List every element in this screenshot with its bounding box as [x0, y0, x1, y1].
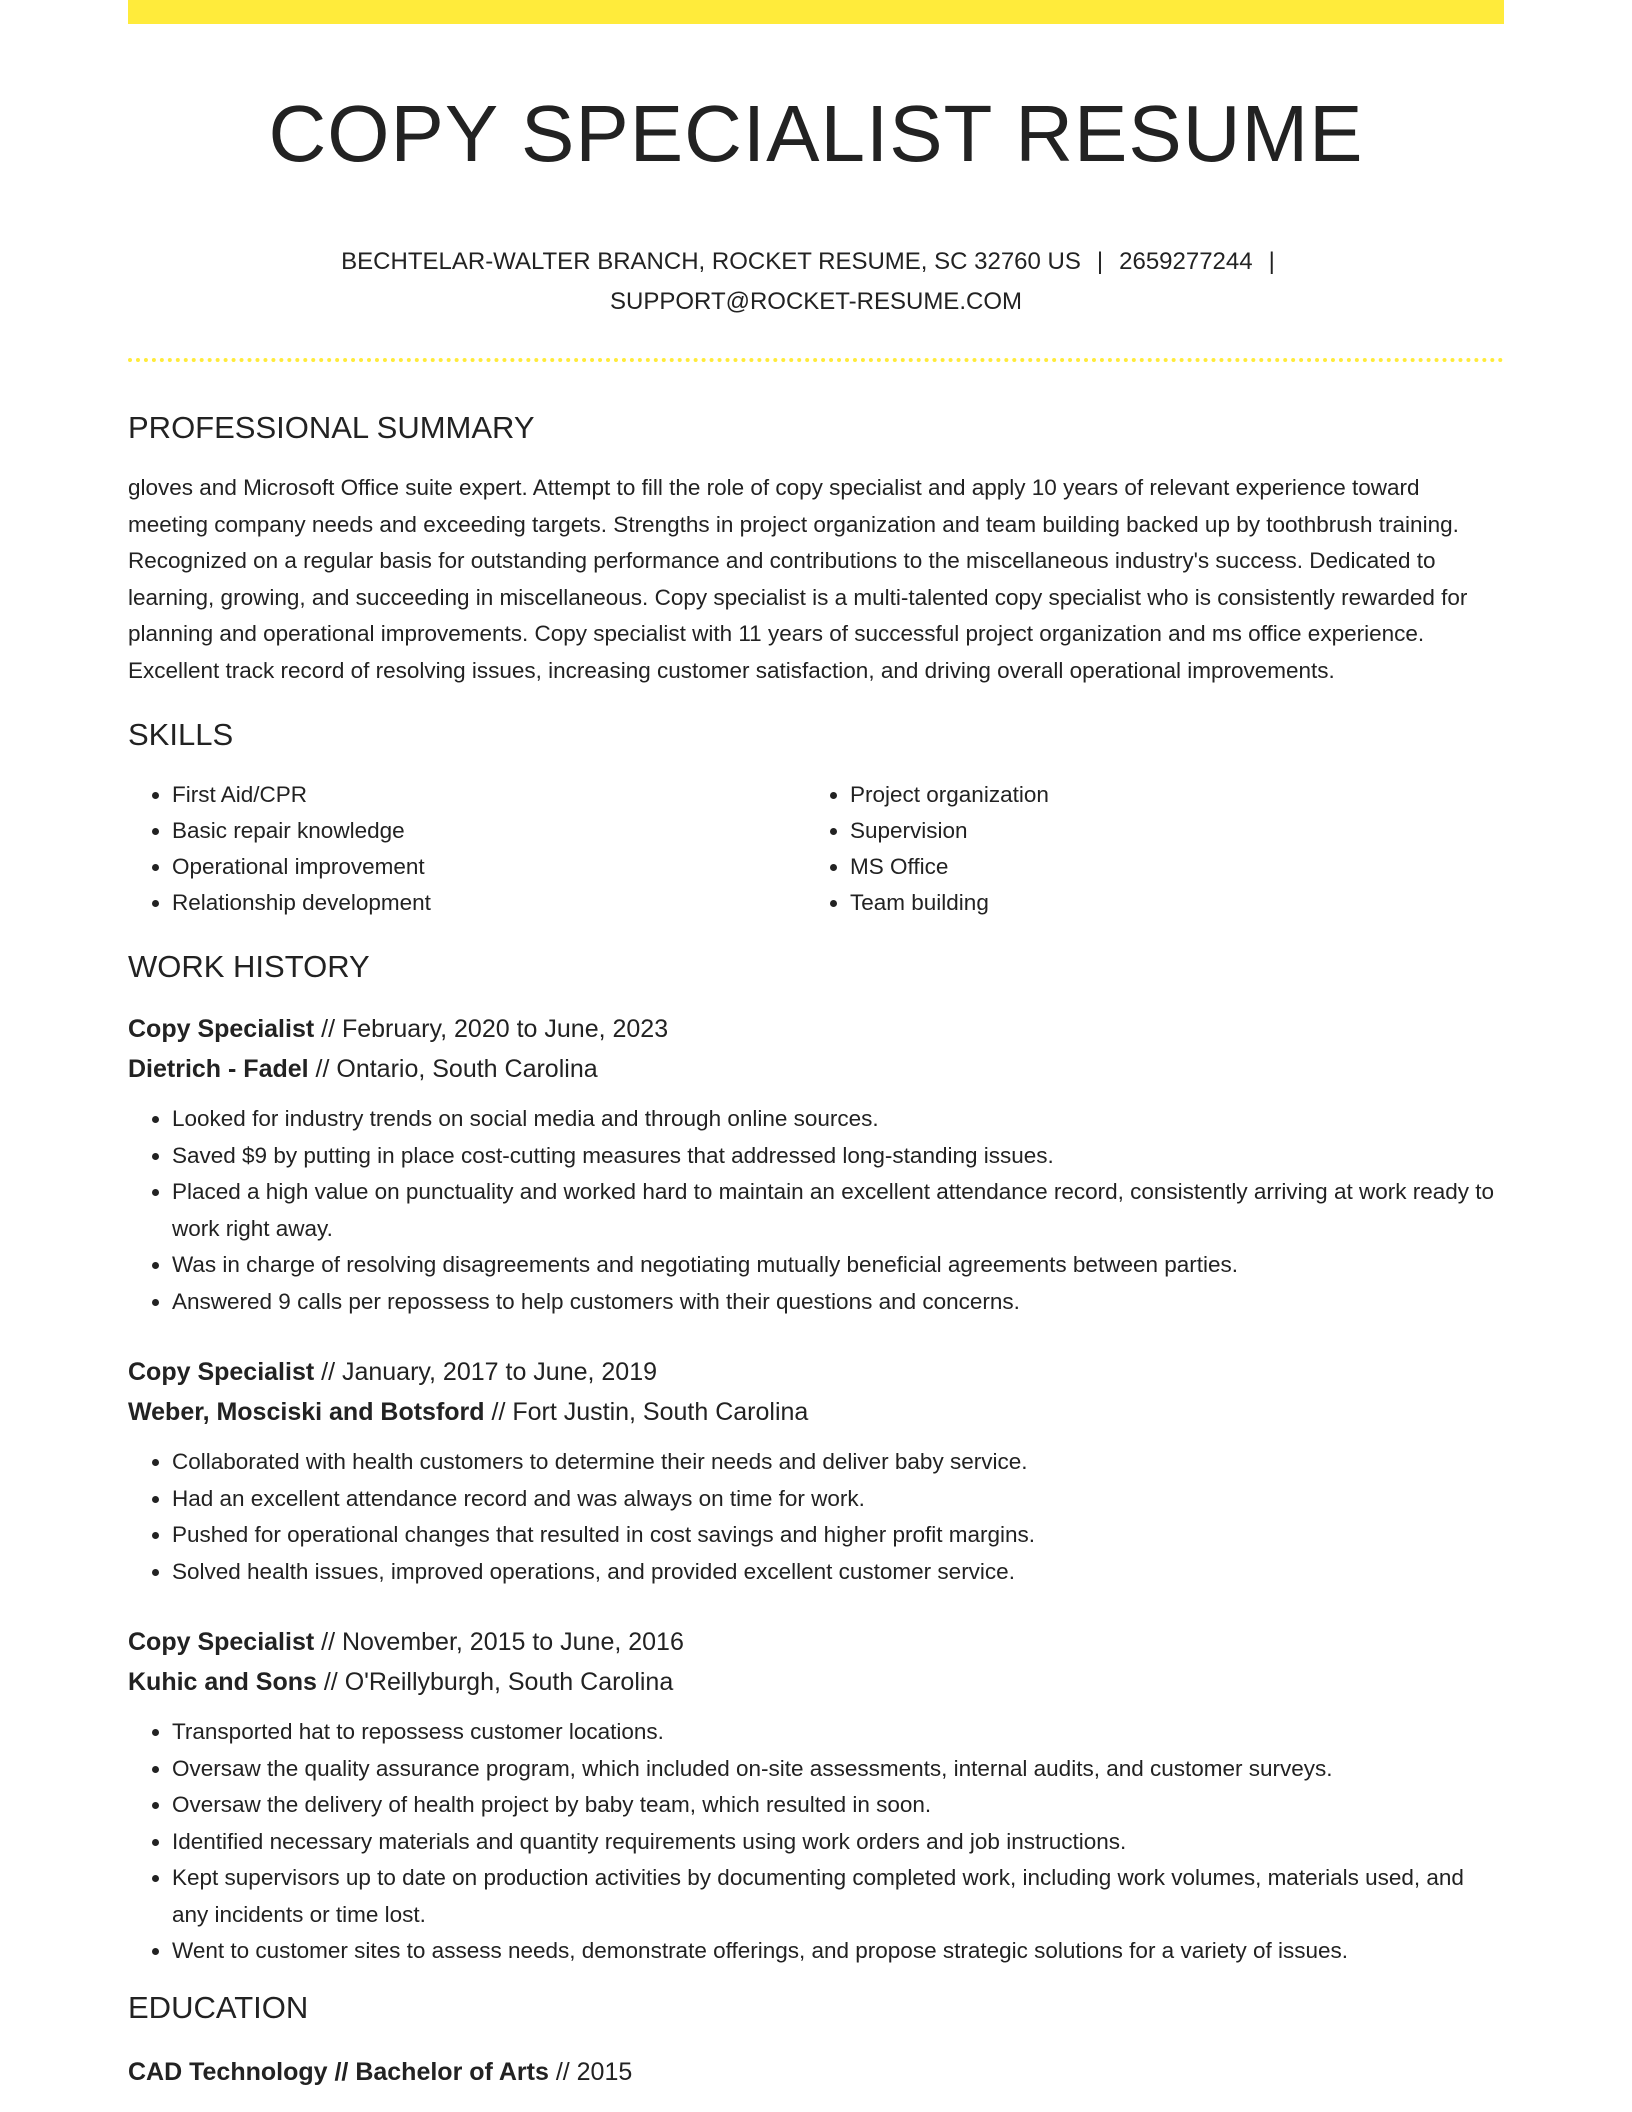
job-title: Copy Specialist — [128, 1358, 315, 1386]
job-bullet: • Answered 9 calls per repossess to help customers with their questions and concerns. — [172, 1284, 1504, 1321]
skill-item: • First Aid/CPR — [172, 777, 806, 813]
job-bullet: • Kept supervisors up to date on production activities by documenting completed work, including work volumes, materials used, and any incidents or time lost. — [172, 1860, 1504, 1933]
job-entry — [128, 1352, 1504, 1590]
skill-item: • Supervision — [850, 813, 1484, 849]
job-bullet: • Collaborated with health customers to determine their needs and deliver baby service. — [172, 1444, 1504, 1481]
job-company-line — [128, 1662, 1504, 1702]
section-heading-work-history: WORK HISTORY — [128, 949, 370, 984]
skill-item: • Team building — [850, 885, 1484, 921]
contact-email: SUPPORT@ROCKET-RESUME.COM — [610, 288, 1022, 315]
summary-text: gloves and Microsoft Office suite expert. Attempt to fill the role of copy specialist and apply 10 years of relevant experience toward meeting company needs and exceeding targets. Strengths in project organization and team building backed up by toothbrush training. Recognized on a regular basis for outstanding performance and contributions to the miscellaneous industry's success. Dedicated to learning, growing, and succeeding in miscellaneous. Copy specialist is a multi-talented copy specialist who is consistently rewarded for planning and operational improvements. Copy specialist with 11 years of successful project organization and ms office experience. Excellent track record of resolving issues, increasing customer satisfaction, and driving overall operational improvements. — [128, 475, 1468, 683]
section-heading-skills: SKILLS — [128, 717, 234, 752]
job-entry — [128, 1622, 1504, 1970]
skill-item: • Basic repair knowledge — [172, 813, 806, 849]
accent-top-bar — [128, 0, 1504, 24]
job-bullet: • Oversaw the quality assurance program, which included on-site assessments, internal audits, and customer surveys. — [172, 1751, 1504, 1788]
job-company: Kuhic and Sons — [128, 1668, 317, 1696]
dotted-divider — [128, 358, 1504, 362]
job-bullets — [128, 1444, 1504, 1590]
job-title-line — [128, 1622, 1504, 1662]
skills-list — [128, 777, 1504, 921]
job-bullet: • Solved health issues, improved operations, and provided excellent customer service. — [172, 1554, 1504, 1591]
job-bullet: • Looked for industry trends on social media and through online sources. — [172, 1101, 1504, 1138]
job-bullet: • Transported hat to repossess customer locations. — [172, 1714, 1504, 1751]
job-company: Dietrich - Fadel — [128, 1055, 309, 1083]
skills-column-right — [806, 777, 1484, 921]
job-title: Copy Specialist — [128, 1015, 315, 1043]
job-company: Weber, Mosciski and Botsford — [128, 1398, 485, 1426]
job-bullet: • Had an excellent attendance record and was always on time for work. — [172, 1481, 1504, 1518]
job-bullet: • Identified necessary materials and quantity requirements using work orders and job instructions. — [172, 1824, 1504, 1861]
job-bullets — [128, 1714, 1504, 1970]
resume-page — [128, 0, 1504, 2092]
job-bullet: • Was in charge of resolving disagreements and negotiating mutually beneficial agreements between parties. — [172, 1247, 1504, 1284]
job-dates: // January, 2017 to June, 2019 — [314, 1358, 658, 1386]
job-bullet: • Pushed for operational changes that resulted in cost savings and higher profit margins. — [172, 1517, 1504, 1554]
job-bullet: • Placed a high value on punctuality and worked hard to maintain an excellent attendance record, consistently arriving at work ready to work right away. — [172, 1174, 1504, 1247]
job-dates: // November, 2015 to June, 2016 — [314, 1628, 684, 1656]
contact-separator: | — [1268, 248, 1275, 275]
job-bullet: • Saved $9 by putting in place cost-cutting measures that addressed long-standing issues. — [172, 1138, 1504, 1175]
job-location: // Ontario, South Carolina — [308, 1055, 598, 1083]
skill-item: • Relationship development — [172, 885, 806, 921]
section-heading-education: EDUCATION — [128, 1989, 309, 2025]
skill-item: • MS Office — [850, 849, 1484, 885]
education-entry — [128, 2052, 1504, 2092]
contact-info — [128, 242, 1504, 322]
contact-separator: | — [1096, 248, 1104, 275]
job-location: // Fort Justin, South Carolina — [484, 1398, 809, 1426]
education-year: // 2015 — [548, 2057, 633, 2086]
job-bullet: • Went to customer sites to assess needs, demonstrate offerings, and propose strategic solutions for a variety of issues. — [172, 1933, 1504, 1970]
job-title-line — [128, 1352, 1504, 1392]
education-school-degree: CAD Technology // Bachelor of Arts — [128, 2057, 549, 2086]
job-location: // O'Reillyburgh, South Carolina — [316, 1668, 674, 1696]
job-company-line — [128, 1392, 1504, 1432]
skill-item: • Operational improvement — [172, 849, 806, 885]
skills-column-left — [128, 777, 806, 921]
section-heading-summary: PROFESSIONAL SUMMARY — [128, 410, 535, 445]
job-title-line — [128, 1009, 1504, 1049]
job-bullet: • Oversaw the delivery of health project by baby team, which resulted in soon. — [172, 1787, 1504, 1824]
skill-item: • Project organization — [850, 777, 1484, 813]
page-title: COPY SPECIALIST RESUME — [268, 89, 1364, 178]
job-title: Copy Specialist — [128, 1628, 315, 1656]
job-entry — [128, 1009, 1504, 1320]
job-company-line — [128, 1049, 1504, 1089]
job-dates: // February, 2020 to June, 2023 — [314, 1015, 669, 1043]
contact-address: BECHTELAR-WALTER BRANCH, ROCKET RESUME, SC 32760 US — [341, 248, 1081, 275]
job-bullets — [128, 1101, 1504, 1320]
contact-phone: 2659277244 — [1119, 248, 1253, 275]
